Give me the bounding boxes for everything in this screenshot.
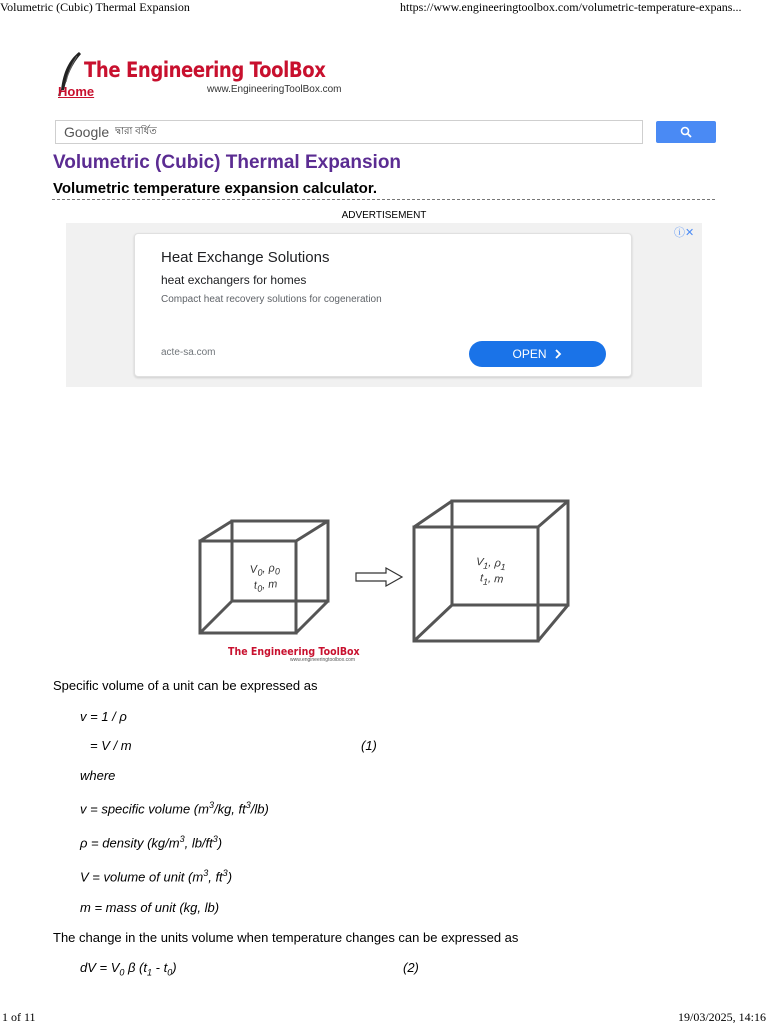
definition-volume: V = volume of unit ($m^3$, $ft^3$) [80,868,233,885]
equation-1b: = V / m [90,738,132,753]
print-header-url: https://www.engineeringtoolbox.com/volumetric-temperature-expans... [400,0,742,14]
page-title: Volumetric (Cubic) Thermal Expansion [53,152,402,173]
search-icon [680,126,692,138]
logo-title: The Engineering ToolBox [84,58,326,82]
cube-diagram [190,495,580,665]
page-subtitle: Volumetric temperature expansion calculator. [53,180,377,197]
print-header-title: Volumetric (Cubic) Thermal Expansion [0,0,190,14]
ad-open-button[interactable] [469,341,606,367]
search-button[interactable] [656,121,716,143]
intro-text: Specific volume of a unit can be expressed as [53,678,318,693]
where-label: where [80,768,116,783]
ad-description: Compact heat recovery solutions for cogeneration [161,294,382,305]
search-placeholder: দ্বারা বর্ধিত [115,125,157,137]
ad-subtitle: heat exchangers for homes [161,273,307,287]
ad-choices-icon[interactable]: ⓘ✕ [674,227,695,239]
cube1-label-2: $t_0$, m [253,578,278,594]
home-link[interactable]: Home [58,84,95,99]
equation-1a: v = 1 / ρ [80,709,127,724]
footer-page-number: 1 of 11 [2,1010,36,1024]
equation-2-number: (2) [403,960,419,975]
cube2-label-2: $t_1$, m [479,572,504,587]
definition-v: v = specific volume ($m^3/kg$, $ft^3/lb$) [80,800,269,817]
definition-mass: m = mass of unit (kg, lb) [80,900,220,915]
advertisement-label: ADVERTISEMENT [341,210,427,221]
google-brand: Google [64,124,110,140]
chevron-right-icon [553,349,563,359]
figure-logo-url: www.engineeringtoolbox.com [290,657,356,663]
change-text: The change in the units volume when temperature changes can be expressed as [53,930,519,945]
definition-rho: ρ = density ($kg/m^3$, $lb/ft^3$) [80,834,223,851]
footer-datetime: 19/03/2025, 14:16 [677,1010,766,1024]
ad-domain: acte-sa.com [161,347,216,358]
ad-open-label: OPEN [512,347,547,361]
equation-2: dV = $V_0$ β $(t_1 - t_0)$ [80,960,177,978]
figure-logo: The Engineering ToolBox [228,645,360,658]
title-divider [52,199,715,200]
equation-1-number: (1) [361,738,377,753]
logo-url: www.EngineeringToolBox.com [207,84,342,95]
ad-title[interactable]: Heat Exchange Solutions [161,249,330,266]
expansion-figure [190,495,580,665]
cube1-label-1: $V_0$, $\rho_0$ [249,562,281,578]
cube2-label-1: $V_1$, $\rho_1$ [475,555,506,573]
search-input[interactable] [55,120,643,144]
